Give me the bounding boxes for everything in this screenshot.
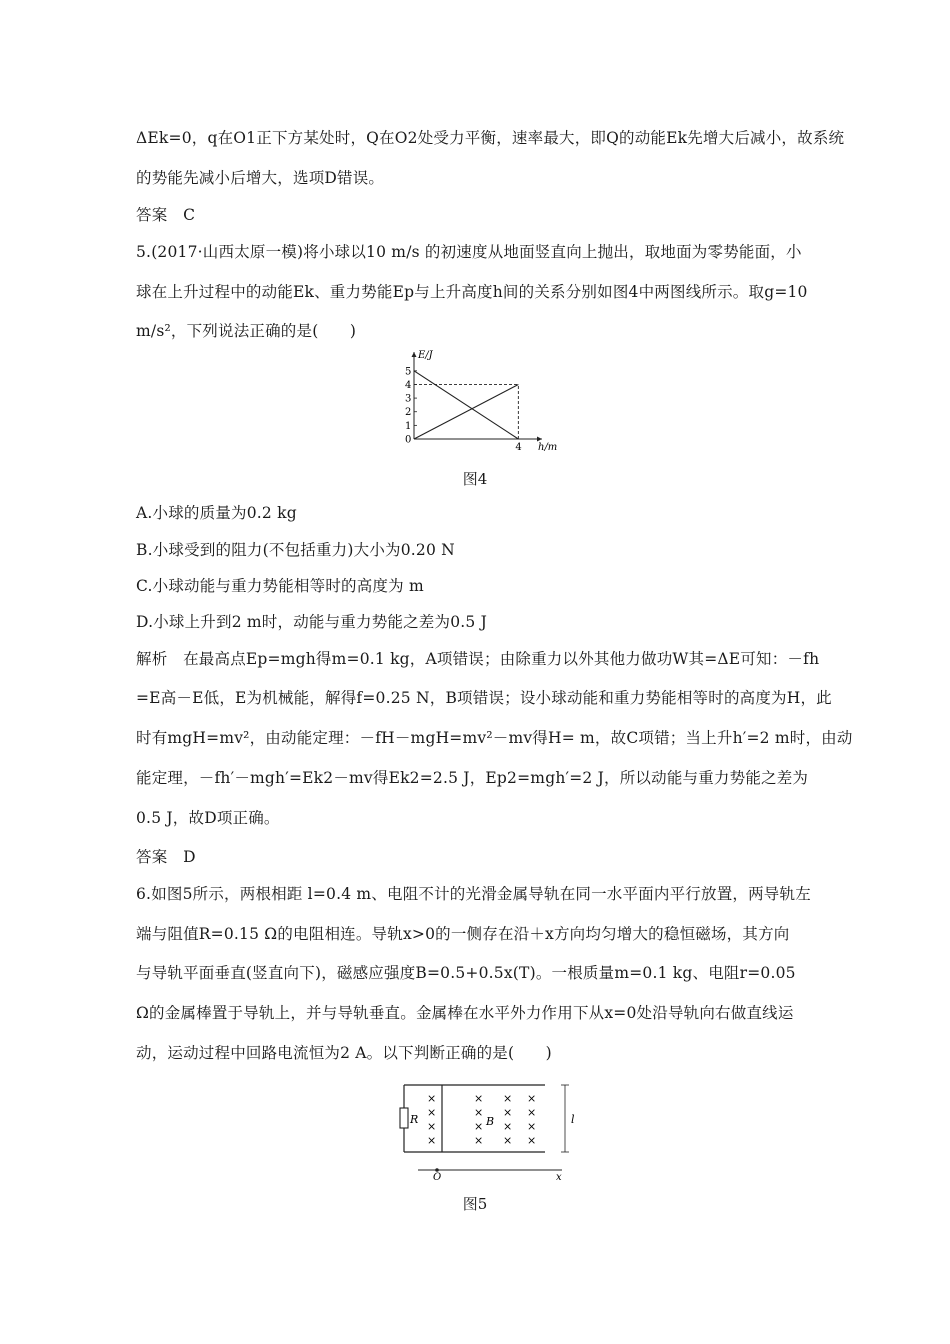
figure-5-caption: 图5 — [462, 1195, 488, 1213]
y-tick-label: 5 — [405, 366, 412, 378]
field-cross: × — [527, 1134, 537, 1147]
field-cross: × — [527, 1120, 537, 1133]
x-axis-label: x — [556, 1172, 562, 1180]
y-tick-label: 4 — [405, 379, 412, 391]
question-6-line: 6.如图5所示，两根相距 l=0.4 m、电阻不计的光滑金属导轨在同一水平面内平行放置，两导轨左 — [136, 885, 811, 903]
figure-4-labels — [405, 350, 557, 453]
y-tick-label: 0 — [405, 434, 412, 446]
series-line-ep — [414, 384, 518, 439]
figure-5-rail-diagram — [390, 1080, 590, 1180]
field-cross: × — [527, 1106, 537, 1119]
width-label: l — [571, 1113, 575, 1126]
analysis-line: =E高－E低，E为机械能，解得f=0.25 N，B项错误；设小球动能和重力势能相等时的高度为H，此 — [136, 689, 832, 707]
question-5-line: 球在上升过程中的动能Ek、重力势能Ep与上升高度h间的关系分别如图4中两图线所示。取g=10 — [136, 283, 808, 301]
field-cross: × — [527, 1092, 537, 1105]
question-6-line: 端与阻值R=0.15 Ω的电阻相连。导轨x>0的一侧存在沿＋x方向均匀增大的稳恒磁场，其方向 — [136, 925, 790, 943]
analysis-line: 0.5 J，故D项正确。 — [136, 809, 280, 827]
text-line: 的势能先减小后增大，选项D错误。 — [136, 169, 385, 187]
field-cross: × — [503, 1092, 513, 1105]
field-cross: × — [503, 1106, 513, 1119]
question-6-line: 动，运动过程中回路电流恒为2 A。以下判断正确的是( ) — [136, 1044, 552, 1062]
figure-4-series — [414, 371, 518, 439]
series-line-ek — [414, 371, 518, 439]
x-axis-arrow — [537, 437, 542, 442]
field-label: B — [486, 1115, 495, 1128]
analysis-line: 能定理，－fh′－mgh′=Ek2－mv得Ek2=2.5 J，Ep2=mgh′=2 J，所以动能与重力势能之差为 — [136, 769, 809, 787]
field-cross: × — [427, 1092, 437, 1105]
y-tick-label: 3 — [405, 393, 412, 405]
resistor — [400, 1108, 408, 1128]
field-cross: × — [427, 1134, 437, 1147]
field-cross: × — [503, 1134, 513, 1147]
question-6-line: 与导轨平面垂直(竖直向下)，磁感应强度B=0.5+0.5x(T)。一根质量m=0.1 kg、电阻r=0.05 — [136, 964, 796, 982]
field-cross: × — [474, 1106, 484, 1119]
analysis-line: 解析 在最高点Ep=mgh得m=0.1 kg，A项错误；由除重力以外其他力做功W其=ΔE可知：－fh — [136, 650, 820, 668]
field-cross: × — [427, 1120, 437, 1133]
resistor-label: R — [410, 1113, 419, 1126]
field-cross: × — [503, 1120, 513, 1133]
y-axis-label: E/J — [418, 350, 433, 361]
text-line: ΔEk=0，q在O1正下方某处时，Q在O2处受力平衡，速率最大，即Q的动能Ek先增大后减小，故系统 — [136, 129, 845, 147]
figure-4-energy-graph — [400, 350, 570, 460]
y-axis-arrow — [412, 352, 417, 357]
field-cross: × — [474, 1092, 484, 1105]
field-cross: × — [474, 1134, 484, 1147]
origin-label: O — [433, 1172, 442, 1180]
field-cross: × — [474, 1120, 484, 1133]
answer-line: 答案 D — [136, 848, 196, 866]
y-tick-label: 1 — [405, 420, 412, 432]
option-a: A.小球的质量为0.2 kg — [136, 504, 297, 522]
option-d: D.小球上升到2 m时，动能与重力势能之差为0.5 J — [136, 613, 487, 631]
figure-4-axes — [412, 352, 543, 442]
option-c: C.小球动能与重力势能相等时的高度为 m — [136, 577, 424, 595]
x-tick-label: 4 — [515, 442, 522, 453]
figure-4-caption: 图4 — [462, 470, 488, 488]
question-6-line: Ω的金属棒置于导轨上，并与导轨垂直。金属棒在水平外力作用下从x=0处沿导轨向右做直线运 — [136, 1004, 794, 1022]
y-tick-label: 2 — [405, 407, 412, 419]
field-cross: × — [427, 1106, 437, 1119]
x-axis-label: h/m — [538, 442, 558, 453]
answer-line: 答案 C — [136, 206, 196, 224]
option-b: B.小球受到的阻力(不包括重力)大小为0.20 N — [136, 541, 455, 559]
question-5-line: 5.(2017·山西太原一模)将小球以10 m/s 的初速度从地面竖直向上抛出，取地面为零势能面，小 — [136, 243, 802, 261]
analysis-line: 时有mgH=mv²，由动能定理：－fH－mgH=mv²－mv得H= m，故C项错；当上升h′=2 m时，由动 — [136, 729, 853, 747]
question-5-line: m/s²，下列说法正确的是( ) — [136, 322, 357, 340]
magnetic-field-crosses — [427, 1092, 536, 1147]
